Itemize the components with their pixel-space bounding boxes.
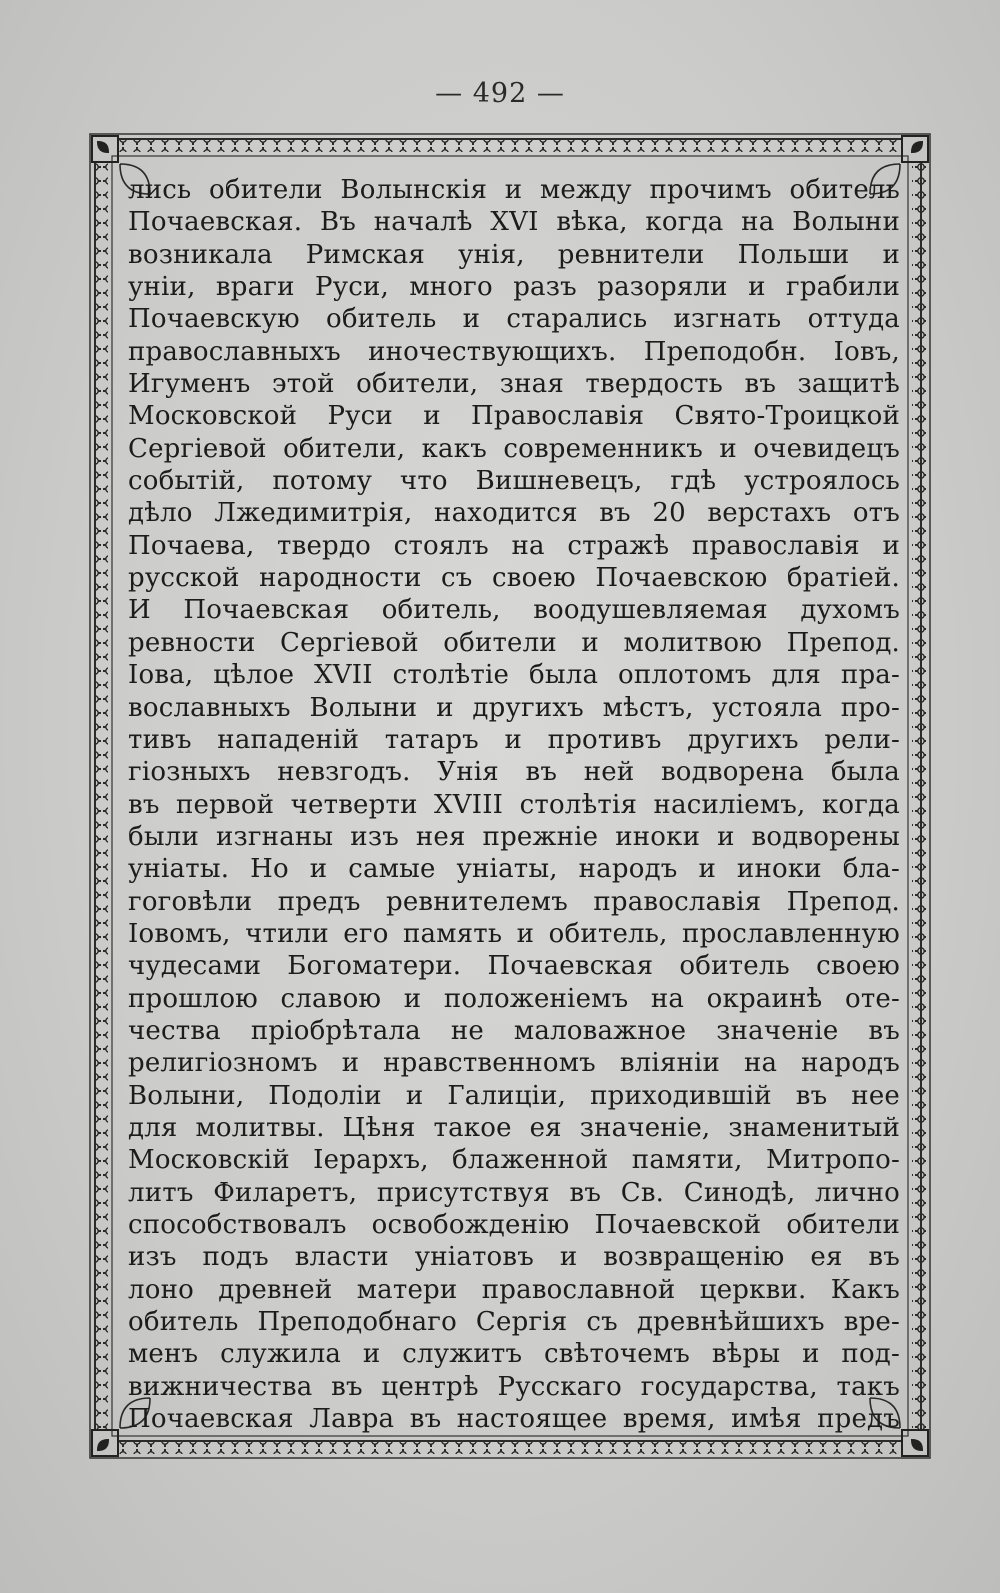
text-line: вославныхъ Волыни и другихъ мѣстъ, устояла про- xyxy=(128,692,900,723)
body-text xyxy=(128,174,900,1435)
text-line: способствовалъ освобожденію Почаевской обители xyxy=(128,1210,900,1240)
text-line: Почаева, твердо стоялъ на стражѣ православія и xyxy=(128,530,900,561)
text-line: Сергіевой обители, какъ современникъ и очевидецъ xyxy=(128,433,900,464)
text-line: Московской Руси и Православія Свято-Троицкой xyxy=(128,401,900,432)
text-line: обитель Преподобнаго Сергія съ древнѣйшихъ вре- xyxy=(128,1307,900,1338)
text-line: гіозныхъ невзгодъ. Унія въ ней водворена была xyxy=(128,757,900,788)
text-line: Волыни, Подоліи и Галиціи, приходившій въ нее xyxy=(128,1080,900,1111)
text-line: лоно древней матери православной церкви. Какъ xyxy=(128,1274,900,1305)
text-line: изъ подъ власти уніатовъ и возвращенію ея въ xyxy=(128,1242,900,1273)
text-line: прошлою славою и положеніемъ на окраинѣ оте- xyxy=(128,983,900,1014)
text-line: вижничества въ центрѣ Русскаго государства, такъ xyxy=(128,1371,900,1402)
text-line: ревности Сергіевой обители и молитвою Препод. xyxy=(128,627,900,658)
text-line: для молитвы. Цѣня такое ея значеніе, знаменитый xyxy=(128,1112,900,1143)
text-line: въ первой четверти XVIII столѣтія насиліемъ, когда xyxy=(128,789,900,820)
text-line: Іова, цѣлое XVII столѣтіе была оплотомъ для пра- xyxy=(128,660,900,691)
text-line: И Почаевская обитель, воодушевляемая духомъ xyxy=(128,595,900,626)
text-line: Іовомъ, чтили его память и обитель, прославленную xyxy=(128,918,900,949)
text-line: уніи, враги Руси, много разъ разоряли и грабили xyxy=(128,272,900,303)
text-line: Почаевскую обитель и старались изгнать оттуда xyxy=(128,304,900,335)
text-line: событій, потому что Вишневецъ, гдѣ устроялось xyxy=(128,466,900,497)
text-line: возникала Римская унія, ревнители Польши и xyxy=(128,239,900,270)
text-line: литъ Филаретъ, присутствуя въ Св. Синодѣ, лично xyxy=(128,1177,900,1208)
page-number: — 492 — xyxy=(435,78,565,109)
text-line: дѣло Лжедимитрія, находится въ 20 верстахъ отъ xyxy=(128,498,900,529)
text-line: Московскій Іерархъ, блаженной памяти, Митропо- xyxy=(128,1145,900,1176)
text-line: чества пріобрѣтала не маловажное значеніе въ xyxy=(128,1015,900,1046)
text-line: уніаты. Но и самые уніаты, народъ и иноки бла- xyxy=(128,854,900,885)
text-line: чудесами Богоматери. Почаевская обитель своею xyxy=(128,951,900,982)
text-line: лись обители Волынскія и между прочимъ обитель xyxy=(128,175,900,205)
text-line: были изгнаны изъ нея прежніе иноки и водворены xyxy=(128,821,900,852)
text-line: Игуменъ этой обители, зная твердость въ защитѣ xyxy=(128,369,900,400)
text-line: Почаевская. Въ началѣ XVI вѣка, когда на Волыни xyxy=(128,207,900,238)
text-line: менъ служила и служитъ свѣточемъ вѣры и под- xyxy=(128,1339,900,1370)
text-line: русской народности съ своею Почаевскою братіей. xyxy=(128,563,900,594)
text-line: Почаевская Лавра въ настоящее время, имѣя предъ xyxy=(128,1404,900,1435)
text-line: православныхъ иночествующихъ. Преподобн. Іовъ, xyxy=(128,336,900,367)
text-line: религіозномъ и нравственномъ вліяніи на народъ xyxy=(128,1048,900,1079)
text-line: тивъ нападеній татаръ и противъ другихъ рели- xyxy=(128,724,900,755)
text-line: гоговѣли предъ ревнителемъ православія Препод. xyxy=(128,886,900,917)
